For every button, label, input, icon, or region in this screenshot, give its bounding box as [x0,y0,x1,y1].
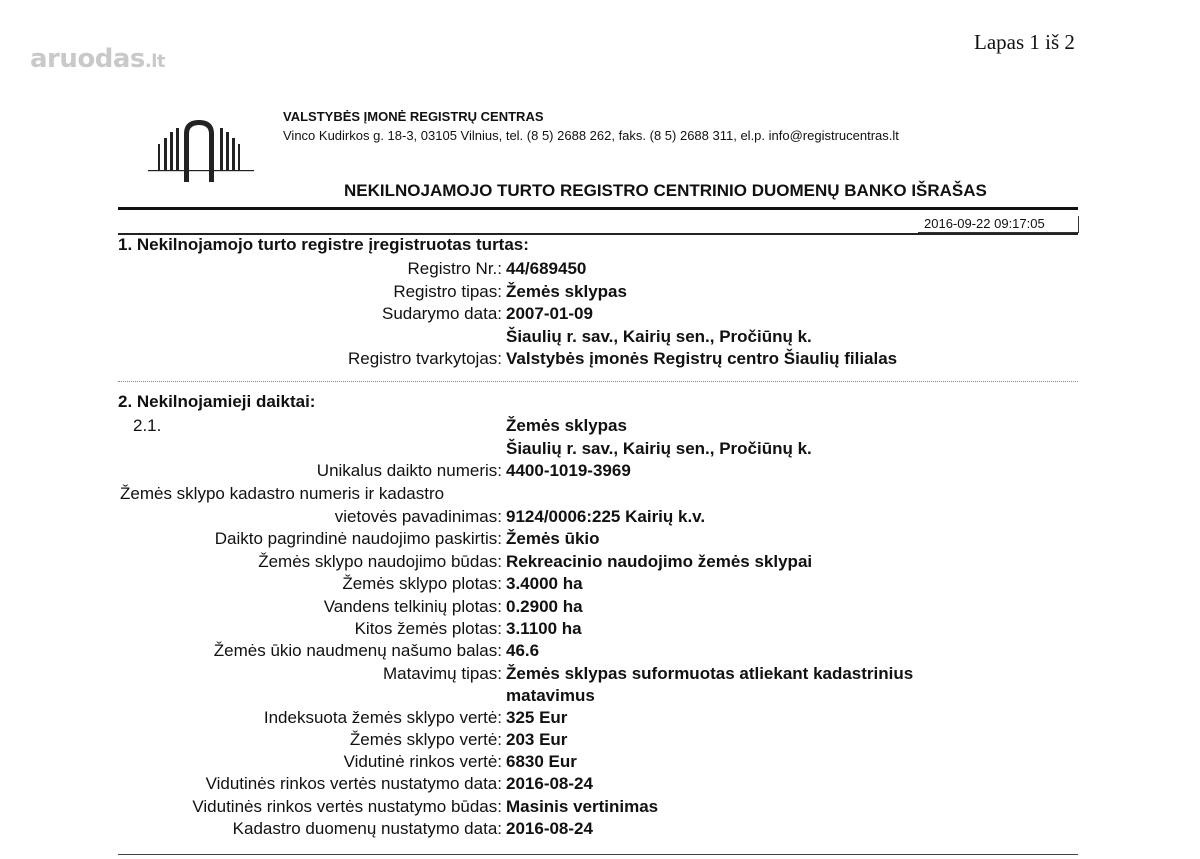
field-value: Šiaulių r. sav., Kairių sen., Pročiūnų k. [506,327,812,346]
field-row [0,686,1200,708]
field-label: Registro Nr.: [407,259,502,278]
field-label: Žemės sklypo naudojimo būdas: [258,552,502,571]
field-value: Rekreacinio naudojimo žemės sklypai [506,552,813,571]
field-row [0,619,1200,641]
field-label: Vidutinė rinkos vertė: [343,752,502,771]
title-divider [118,207,1078,210]
field-label: Vidutinės rinkos vertės nustatymo būdas: [192,797,502,816]
field-row [0,259,1200,281]
field-value: 2007-01-09 [506,304,593,323]
page-counter: Lapas 1 iš 2 [974,30,1075,54]
field-value: Masinis vertinimas [506,797,659,816]
section2-heading: 2. Nekilnojamieji daiktai: [118,392,316,411]
field-label: Žemės sklypo plotas: [342,574,502,593]
field-value: 325 Eur [506,708,568,727]
item-row [0,416,1200,438]
field-label: Žemės sklypo vertė: [349,730,502,749]
field-label: Sudarymo data: [381,304,502,323]
field-row [0,327,1200,349]
field-value: Žemės sklypas suformuotas atliekant kadastrinius [506,664,914,683]
field-value: 44/689450 [506,259,587,278]
field-label: Vandens telkinių plotas: [323,597,502,616]
field-label: Registro tvarkytojas: [348,349,502,368]
field-row [0,708,1200,730]
organization-address: Vinco Kudirkos g. 18-3, 03105 Vilnius, tel. (8 5) 2688 262, faks. (8 5) 2688 311, el.p. info@registrucentras.lt [283,128,899,143]
field-value: Žemės sklypas [506,282,627,301]
item-address: Šiaulių r. sav., Kairių sen., Pročiūnų k. [506,439,812,458]
field-value: 4400-1019-3969 [506,461,631,480]
field-row [0,552,1200,574]
field-label: Žemės sklypo kadastro numeris ir kadastro [120,484,445,503]
field-row [0,282,1200,304]
document-title: NEKILNOJAMOJO TURTO REGISTRO CENTRINIO DUOMENŲ BANKO IŠRAŠAS [344,181,987,200]
field-row [0,752,1200,774]
aruodas-watermark [30,44,165,74]
field-row [0,774,1200,796]
field-value: 9124/0006:225 Kairių k.v. [506,507,706,526]
field-value: 203 Eur [506,730,568,749]
field-label: Registro tipas: [393,282,502,301]
field-value: 2016-08-24 [506,819,593,838]
item-title: Žemės sklypas [506,416,627,435]
field-value: 6830 Eur [506,752,577,771]
field-label: Žemės ūkio naudmenų našumo balas: [213,641,502,660]
field-row [0,349,1200,371]
field-label: Unikalus daikto numeris: [316,461,502,480]
watermark-brand: aruodas [30,44,145,74]
field-value: 0.2900 ha [506,597,583,616]
bottom-divider [118,854,1078,855]
field-value: 46.6 [506,641,540,660]
field-label: Daikto pagrindinė naudojimo paskirtis: [214,529,502,548]
field-row [0,507,1200,529]
field-label: Indeksuota žemės sklypo vertė: [263,708,502,727]
field-label: Matavimų tipas: [382,664,502,683]
field-label: Kitos žemės plotas: [354,619,502,638]
field-row [0,597,1200,619]
field-row [0,529,1200,551]
field-value: 3.4000 ha [506,574,583,593]
field-value: 3.1100 ha [506,619,582,638]
field-value: matavimus [506,686,595,705]
field-value: Žemės ūkio [506,529,600,548]
field-row [0,730,1200,752]
field-label: Kadastro duomenų nustatymo data: [232,819,502,838]
field-label: Vidutinės rinkos vertės nustatymo data: [205,774,502,793]
field-value: 2016-08-24 [506,774,593,793]
dotted-divider [118,381,1078,382]
field-row [0,461,1200,483]
field-row [0,641,1200,663]
extract-timestamp: 2016-09-22 09:17:05 [924,216,1045,231]
field-row [0,797,1200,819]
field-label: vietovės pavadinimas: [334,507,502,526]
watermark-tld: .lt [144,51,165,72]
item-address-row [0,439,1200,461]
field-row [0,484,1200,506]
field-row [0,574,1200,596]
field-value: Valstybės įmonės Registrų centro Šiaulių filialas [506,349,898,368]
section1-heading: 1. Nekilnojamojo turto registre įregistruotas turtas: [118,235,529,254]
item-number: 2.1. [133,416,162,435]
organization-name: VALSTYBĖS ĮMONĖ REGISTRŲ CENTRAS [283,109,544,124]
registru-centras-logo-icon [140,116,265,186]
field-row [0,664,1200,686]
field-row [0,819,1200,841]
field-row [0,304,1200,326]
